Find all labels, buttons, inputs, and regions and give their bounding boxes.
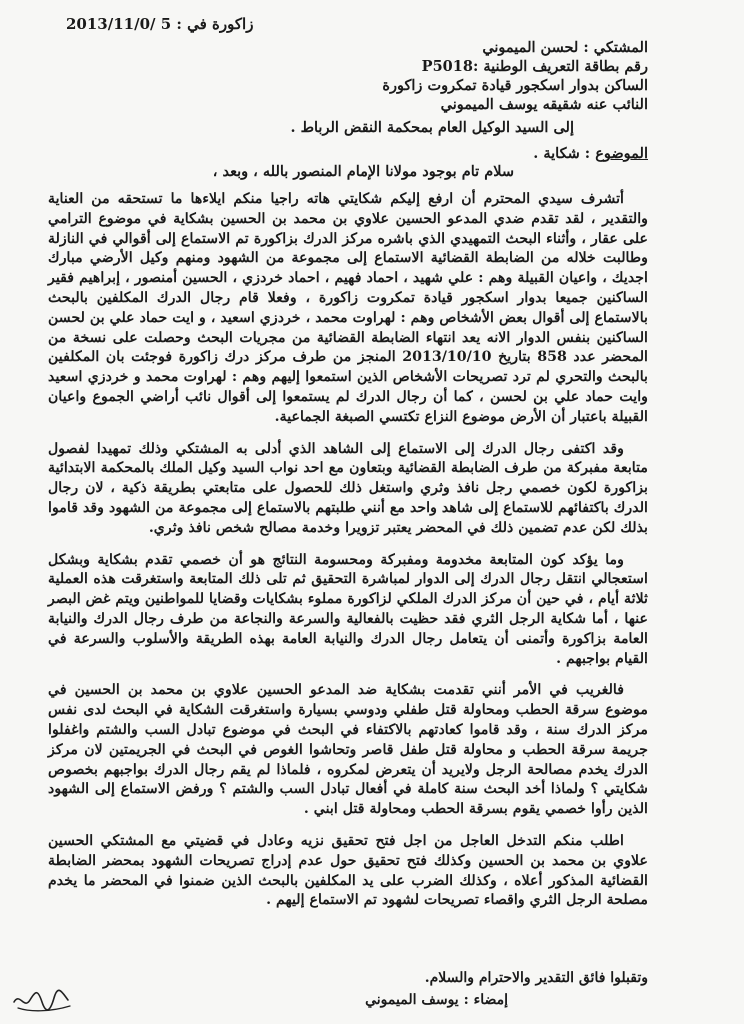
- body-paragraph-4: فالغريب في الأمر أنني تقدمت بشكاية ضد المدعو الحسين علاوي بن محمد بن الحسين في موضوع سرقة الحطب ومحاولة قتل طفلي ودوسي بسيارة واستغرقت الشكاية في البحث لدى نفس مركز الدرك سنة ، وقد قاموا كعادتهم بالاكتفاء في البحث في موضوع تبادل السب والشتم واغفلوا جريمة سرقة الحطب و محاولة قتل طفل قاصر وتحاشوا الغوص في البحث في الجريمتين لان مركز الدرك يخدم مصالحة الرجل ولايريد أن يتعرض لمكروه ، فلماذا لم يقم رجال الدرك بواجبهم بخصوص شكايتي ؟ ولماذا أخد البحث سنة كاملة في أفعال تبادل السب والشتم ؟ ورفض الاستماع إلى الشهود الذين رأوا خصمي يقوم بسرقة الحطب ومحاولة قتل ابني .: [48, 682, 648, 818]
- body-paragraph-2: وقد اكتفى رجال الدرك إلى الاستماع إلى الشاهد الذي أدلى به المشتكي وذلك تمهيدا لفصول متابعة مفبركة من طرف الضابطة القضائية وبتعاون مع احد نواب السيد وكيل الملك بالمحكمة الابتدائية بزاكورة لكون خصمي رجل نافذ وثري واستغل ذلك للحصول على متابعتي بطريقة ذكية ، لان رجال الدرك باكتفائهم للاستماع إلى شاهد واحد مع أنني طلبتهم بالاستماع إلى مجموعة من الشهود وقد قاموا بذلك لكن عدم تضمين ذلك في المحضر يعتبر تزويرا وخدمة مصالح شخص نافذ وثري.: [48, 440, 648, 536]
- sender-name: المشتكي : لحسن الميموني: [482, 39, 648, 56]
- signature-label: إمضاء : يوسف الميموني: [365, 992, 508, 1008]
- letter-body: [48, 190, 648, 923]
- letter-date: زاكورة في : 5 /2013/11/0: [66, 15, 254, 33]
- sender-block: [88, 38, 648, 114]
- subject-label: الموضوع: [595, 145, 648, 162]
- greeting-line: سلام تام بوجود مولانا الإمام المنصور بالله ، وبعد ،: [212, 163, 514, 180]
- closing-line: وتقبلوا فائق التقدير والاحترام والسلام.: [424, 970, 648, 986]
- subject-line: [248, 144, 648, 163]
- sender-representative: النائب عنه شقيقه يوسف الميموني: [440, 96, 648, 113]
- subject-value: : شكاية .: [533, 145, 591, 162]
- body-paragraph-1: أتشرف سيدي المحترم أن ارفع إليكم شكايتي هاته راجيا منكم ايلاءها ما تستحقه من العناية والتقدير ، لقد تقدم ضدي المدعو الحسين علاوي بن محمد بن الحسين بشكاية في موضوع الترامي على عقار ، وأثناء البحث التمهيدي الذي باشره مركز الدرك بزاكورة تم الاستماع إلى أقوالي في النازلة وطالبت خلاله من الضابطة القضائية الاستماع إلى مجموعة من الشهود ومنهم وكيل الأرضي مبارك اجديك ، واعيان القبيلة وهم : علي شهيد ، احماد فهيم ، احماد خردزي ، الحسين أمنصور ، إبراهيم فقير الساكنين جميعا بدوار اسكجور قيادة تمكروت زاكورة ، وفعلا قام رجال الدرك المكلفين بالبحث بالاستماع إلى أقوال بعض الأشخاص وهم : لهراوت محمد ، خردزي اسعيد ، و ايت حماد علي بن لحسن الساكنين بنفس الدوار الانه يعد انتهاء الضابطة القضائية من مجريات البحث وحصلت على نسخة من المحضر عدد 858 بتاريخ 2013/10/10 المنجز من طرف مركز درك زاكورة فوجئت بان المكلفين بالبحث والتحري لم ترد تصريحات الأشخاص الذين استمعوا إليهم وهم : لهراوت محمد و خردزي اسعيد وايت حماد علي بن لحسن ، كما أن رجال الدرك لم يستمعوا إلى أقوال نائب أراضي الجموع واعيان القبيلة باعتبار أن الأرض موضوع النزاع تكتسي الصبغة الجماعية.: [48, 191, 648, 425]
- handwritten-signature: [10, 982, 74, 1016]
- body-paragraph-5: اطلب منكم التدخل العاجل من اجل فتح تحقيق نزيه وعادل في قضيتي مع المشتكي الحسين علاوي بن محمد بن الحسين وكذلك فتح تحقيق حول عدم إدراج تصريحات الشهود بمحضر الضابطة القضائية المذكور أعلاه ، وكذلك الضرب على يد المكلفين بالبحث الذين ضمنوا في المحضر ما يخدم مصلحة الرجل الثري واقصاء تصريحات لشهود تم الاستماع إليهم .: [48, 832, 648, 909]
- sender-address: الساكن بدوار اسكجور قيادة تمكروت زاكورة: [382, 77, 648, 94]
- sender-id-card: رقم بطاقة التعريف الوطنية :P5018: [421, 58, 648, 75]
- body-paragraph-3: وما يؤكد كون المتابعة مخدومة ومفبركة ومحسومة النتائج هو أن خصمي تقدم بشكاية وبشكل استعجالي انتقل رجال الدرك إلى الدوار لمباشرة التحقيق ثم تلى ذلك المتابعة واستغرقت هذه العملية ثلاثة أيام ، في حين أن مركز الدرك الملكي لزاكورة مملوء بشكايات وقضايا للمواطنين ويتم غض البصر عنها ، أما شكاية الرجل الثري فقد حظيت بالفعالية والسرعة والنجاعة من طرف رجال الدرك والنيابة العامة بزاكورة وأتمنى أن يتعامل رجال الدرك والنيابة العامة بهذه الطريقة والأسلوب والسرعة في القيام بواجبهم .: [48, 551, 648, 667]
- recipient-line: إلى السيد الوكيل العام بمحكمة النقض الرباط .: [290, 119, 574, 136]
